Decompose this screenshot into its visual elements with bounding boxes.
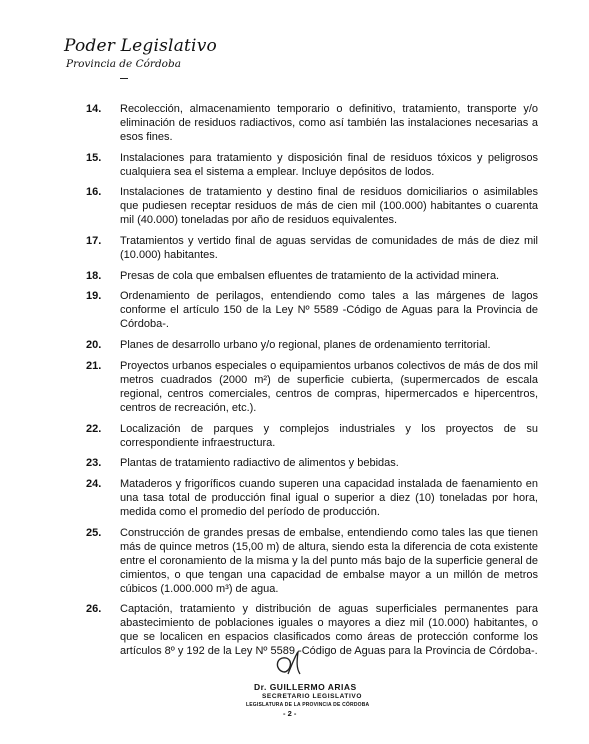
item-number: 25.	[86, 526, 102, 539]
item-list	[86, 102, 538, 665]
handwritten-signature	[270, 650, 310, 680]
item-text: Construcción de grandes presas de embalse, entendiendo como tales las que tienen más de quince metros (15,00 m) de altura, siendo esta la diferencia de cota existente entre el coronamiento de la misma y la del punto más bajo de la superficie general de cimientos, o que tengan una capacidad de embalse mayor a un millón de metros cúbicos (1.000.000 m³) de agua.	[120, 526, 538, 595]
item-text: Recolección, almacenamiento temporario o definitivo, tratamiento, transporte y/o eliminación de residuos radiactivos, como así también las instalaciones necesarias a esos fines.	[120, 103, 538, 143]
item-text: Ordenamiento de perilagos, entendiendo como tales a las márgenes de lagos conforme el artículo 150 de la Ley Nº 5589 -Código de Aguas para la Provincia de Córdoba-.	[120, 290, 538, 331]
list-item	[86, 151, 538, 179]
item-number: 21.	[86, 359, 102, 372]
item-number: 17.	[86, 235, 102, 248]
item-number: 15.	[86, 151, 102, 164]
item-text: Plantas de tratamiento radiactivo de alimentos y bebidas.	[120, 457, 399, 470]
list-item	[86, 526, 538, 596]
signatory-organization: LEGISLATURA DE LA PROVINCIA DE CÓRDOBA	[246, 702, 370, 708]
item-number: 22.	[86, 422, 102, 435]
item-number: 14.	[86, 103, 102, 115]
item-number: 23.	[86, 457, 102, 470]
header-divider	[120, 78, 128, 79]
list-item	[86, 185, 538, 227]
item-text: Instalaciones de tratamiento y destino final de residuos domiciliarios o asimilables que pudiesen receptar residuos de más de cien mil (100.000) habitantes o cuarenta mil (40.000) toneladas por año de residuos equivalentes.	[120, 186, 538, 227]
list-item	[86, 359, 538, 415]
item-text: Proyectos urbanos especiales o equipamientos urbanos colectivos de más de dos mil metros cuadrados (2000 m²) de superficie cubierta, (supermercados de escala regional, centros comerciales, centros de compras, hipermercados e hipercentros, centros de recreación, etc.).	[120, 359, 538, 414]
item-number: 19.	[86, 290, 102, 303]
item-text: Instalaciones para tratamiento y disposición final de residuos tóxicos y peligrosos cualquiera sea el sistema a emplear. Incluye depósitos de lodos.	[120, 151, 538, 178]
item-text: Localización de parques y complejos industriales y los proyectos de su correspondiente infraestructura.	[120, 422, 538, 449]
header-subtitle: Provincia de Córdoba	[66, 58, 181, 70]
item-text: Captación, tratamiento y distribución de aguas superficiales permanentes para abastecimiento de poblaciones iguales o mayores a diez mil (10.000) habitantes, o que se localicen en espacios clasificados como áreas de protección conforme los artículos 8º y 192 de la Ley Nº 5589 -Código de Aguas para la Provincia de Córdoba-.	[120, 603, 538, 658]
list-item	[86, 289, 538, 331]
item-number: 16.	[86, 186, 102, 199]
item-text: Presas de cola que embalsen efluentes de tratamiento de la actividad minera.	[120, 269, 500, 282]
item-number: 24.	[86, 477, 102, 490]
item-text: Mataderos y frigoríficos cuando superen una capacidad instalada de faenamiento en una tasa total de producción final igual o superior a diez (10) toneladas por hora, medida como el promedio del período de producción.	[120, 477, 538, 518]
page-number: - 2 -	[283, 709, 297, 718]
item-text: Tratamientos y vertido final de aguas servidas de comunidades de más de diez mil (10.000) habitantes.	[120, 235, 538, 262]
signatory-name: Dr. GUILLERMO ARIAS	[254, 682, 357, 692]
list-item	[86, 102, 538, 144]
item-number: 26.	[86, 603, 102, 616]
header-title: Poder Legislativo	[64, 36, 217, 56]
item-number: 18.	[86, 269, 102, 282]
list-item	[86, 477, 538, 519]
list-item	[86, 338, 538, 352]
list-item	[86, 456, 538, 470]
list-item	[86, 234, 538, 262]
signatory-role: SECRETARIO LEGISLATIVO	[262, 693, 362, 700]
item-number: 20.	[86, 339, 102, 352]
list-item	[86, 422, 538, 450]
list-item	[86, 269, 538, 283]
list-item	[86, 602, 538, 658]
item-text: Planes de desarrollo urbano y/o regional, planes de ordenamiento territorial.	[120, 339, 491, 352]
